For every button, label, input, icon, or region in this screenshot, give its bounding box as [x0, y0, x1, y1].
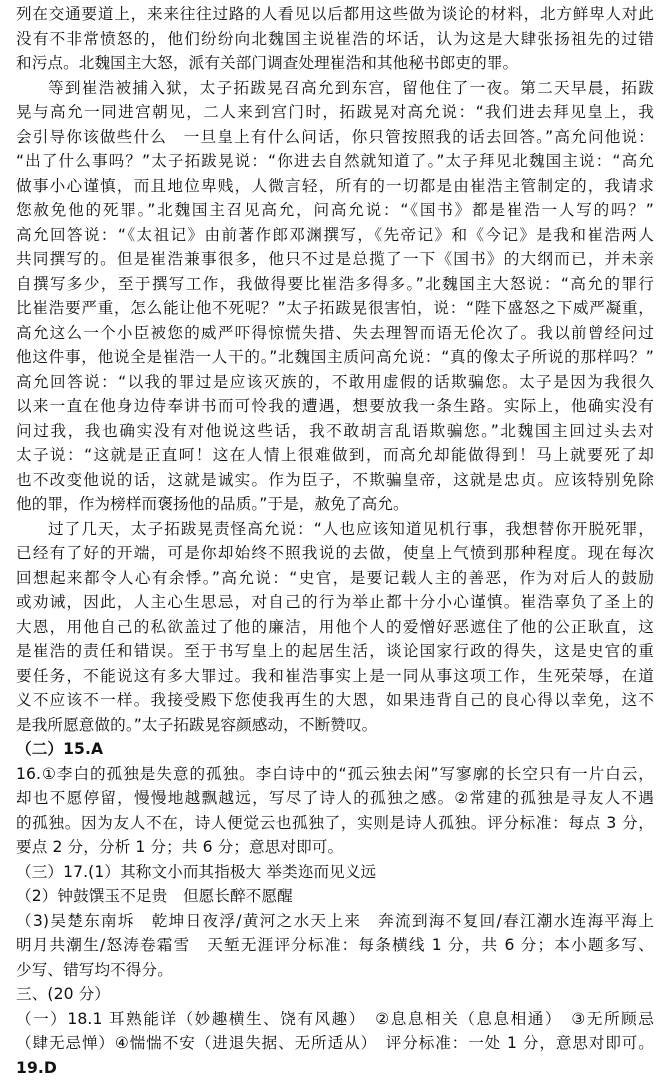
- text-line: 过了几天，太子拓跋晃责怪高允说：“人也应该知道见机行事，我想替你开脱死罪，: [16, 517, 654, 542]
- text-line: 也不改变他说的话，这就是诚实。作为臣子，不欺骗皇帝，这就是忠贞。应该特别免除: [16, 468, 654, 493]
- text-line: 义不应该不一样。我接受殿下您使我再生的大恩，如果违背自己的良心得以幸免，这不: [16, 688, 654, 713]
- answer-line: （三）17.(1）其称文小而其指极大 举类迩而见义远: [16, 860, 654, 885]
- text-line: 高允回答说：“《太祖记》由前著作郎邓渊撰写，《先帝记》和《今记》是我和崔浩两人: [16, 223, 654, 248]
- text-line: 高允这么一个小臣被您的威严吓得惊慌失措、失去理智而语无伦次了。我以前曾经问过: [16, 321, 654, 346]
- answer-line: 要点 2 分，分析 1 分；共 6 分；意思对即可。: [16, 835, 654, 860]
- answer-line: 却也不愿停留，慢慢地越飘越远，写尽了诗人的孤独之感。②常建的孤独是寻友人不遇: [16, 786, 654, 811]
- text-line: 回想起来都令人心有余悸。”高允说：“史官，是要记载人主的善恶，作为对后人的鼓励: [16, 566, 654, 591]
- answer-line: （一）18.1 耳熟能详（妙趣横生、饶有风趣） ②息息相关（息息相通） ③无所顾忌: [16, 1007, 654, 1032]
- text-line: 他的罪，作为榜样而褒扬他的品质。”于是，赦免了高允。: [16, 492, 654, 517]
- answer-line: （3)吴楚东南坼 乾坤日夜浮/黄河之水天上来 奔流到海不复回/春江潮水连海平海上: [16, 909, 654, 934]
- text-line: 和污点。北魏国主大怒，派有关部门调查处理崔浩和其他秘书郎吏的罪。: [16, 51, 654, 76]
- answer-line: 明月共潮生/怒涛卷霜雪 天堑无涯评分标准：每条横线 1 分，共 6 分；本小题多写、: [16, 933, 654, 958]
- text-line: 比崔浩要严重，怎么能让他不死呢？”太子拓跋晃很害怕，说：“陛下盛怒之下威严凝重，: [16, 296, 654, 321]
- text-line: 您赦免他的死罪。”北魏国主召见高允，问高允说：“《国书》都是崔浩一人写的吗？”: [16, 198, 654, 223]
- text-line: 共同撰写的。但是崔浩兼事很多，他只不过是总揽了一下《国书》的大纲而已，并未亲: [16, 247, 654, 272]
- text-line: 没有不非常愤怒的，他们纷纷向北魏国主说崔浩的坏话，认为这是大肆张扬祖先的过错: [16, 27, 654, 52]
- text-line: 要任务，不能说这有多大罪过。我和崔浩事实上是一同从事这项工作，生死荣辱，在道: [16, 664, 654, 689]
- text-line: 做事小心谨慎，而且地位卑贱，人微言轻，所有的一切都是由崔浩主管制定的，我请求: [16, 174, 654, 199]
- text-line: 是崔浩的责任和错误。至于书写皇上的起居生活，谈论国家行政的得失，这是史官的重: [16, 639, 654, 664]
- text-line: 是我所愿意做的。”太子拓跋晃容颜感动，不断赞叹。: [16, 713, 654, 738]
- answer-line: （2）钟鼓馔玉不足贵 但愿长醉不愿醒: [16, 884, 654, 909]
- answer-line: 的孤独。因为友人不在，诗人便觉云也孤独了，实则是诗人孤独。评分标准：每点 3 分，: [16, 811, 654, 836]
- text-line: 列在交通要道上，来来往往过路的人看见以后都用这些做为谈论的材料，北方鲜卑人对此: [16, 2, 654, 27]
- text-line: 大恩，用他自己的私欲盖过了他的廉洁，用他个人的爱憎好恶遮住了他的公正耿直，这: [16, 615, 654, 640]
- answer-line: （肆无忌惮）④惴惴不安（进退失据、无所适从） 评分标准：一处 1 分，意思对即可。: [16, 1031, 654, 1056]
- answer-key: [16, 737, 654, 1080]
- text-line: “出了什么事吗？”太子拓跋晃说：“你进去自然就知道了。”太子拜见北魏国主说：“高允: [16, 149, 654, 174]
- answer-line: 三、(20 分）: [16, 982, 654, 1007]
- translation-passage: [16, 2, 654, 737]
- text-line: 以来一直在他身边侍奉讲书而可怜我的遭遇，想要放我一条生路。实际上，他确实没有: [16, 394, 654, 419]
- answer-line: （二）15.A: [16, 737, 654, 762]
- answer-line: 19.D: [16, 1056, 654, 1080]
- text-line: 晃与高允一同进宫朝见，二人来到宫门时，拓跋晃对高允说：“我们进去拜见皇上，我: [16, 100, 654, 125]
- text-line: 他这件事，他说全是崔浩一人干的。”北魏国主质问高允说：“真的像太子所说的那样吗？”: [16, 345, 654, 370]
- text-line: 等到崔浩被捕入狱，太子拓跋晃召高允到东宫，留他住了一夜。第二天早晨，拓跋: [16, 76, 654, 101]
- text-line: 高允回答说：“以我的罪过是应该灭族的，不敢用虚假的话欺骗您。太子是因为我很久: [16, 370, 654, 395]
- text-line: 太子说：“这就是正直呵！这在人情上很难做到，而高允却能做得到！马上就要死了却: [16, 443, 654, 468]
- text-line: 自撰写多少，至于撰写工作，我做得要比崔浩多得多。”北魏国主大怒说：“高允的罪行: [16, 272, 654, 297]
- text-line: 问过我，我也确实没有对他说这些话，我不敢胡言乱语欺骗您。”北魏国主回过头去对: [16, 419, 654, 444]
- text-line: 已经有了好的开端，可是你却始终不照我说的去做，使皇上气愤到那种程度。现在每次: [16, 541, 654, 566]
- answer-line: 少写、错写均不得分。: [16, 958, 654, 983]
- text-line: 会引导你该做些什么 一旦皇上有什么问话，你只管按照我的话去回答。”高允问他说：: [16, 125, 654, 150]
- text-line: 或劝诫，因此，人主心生思忌，对自己的行为举止都十分小心谨慎。崔浩辜负了圣上的: [16, 590, 654, 615]
- answer-line: 16.①李白的孤独是失意的孤独。李白诗中的“孤云独去闲”写寥廓的长空只有一片白云，: [16, 762, 654, 787]
